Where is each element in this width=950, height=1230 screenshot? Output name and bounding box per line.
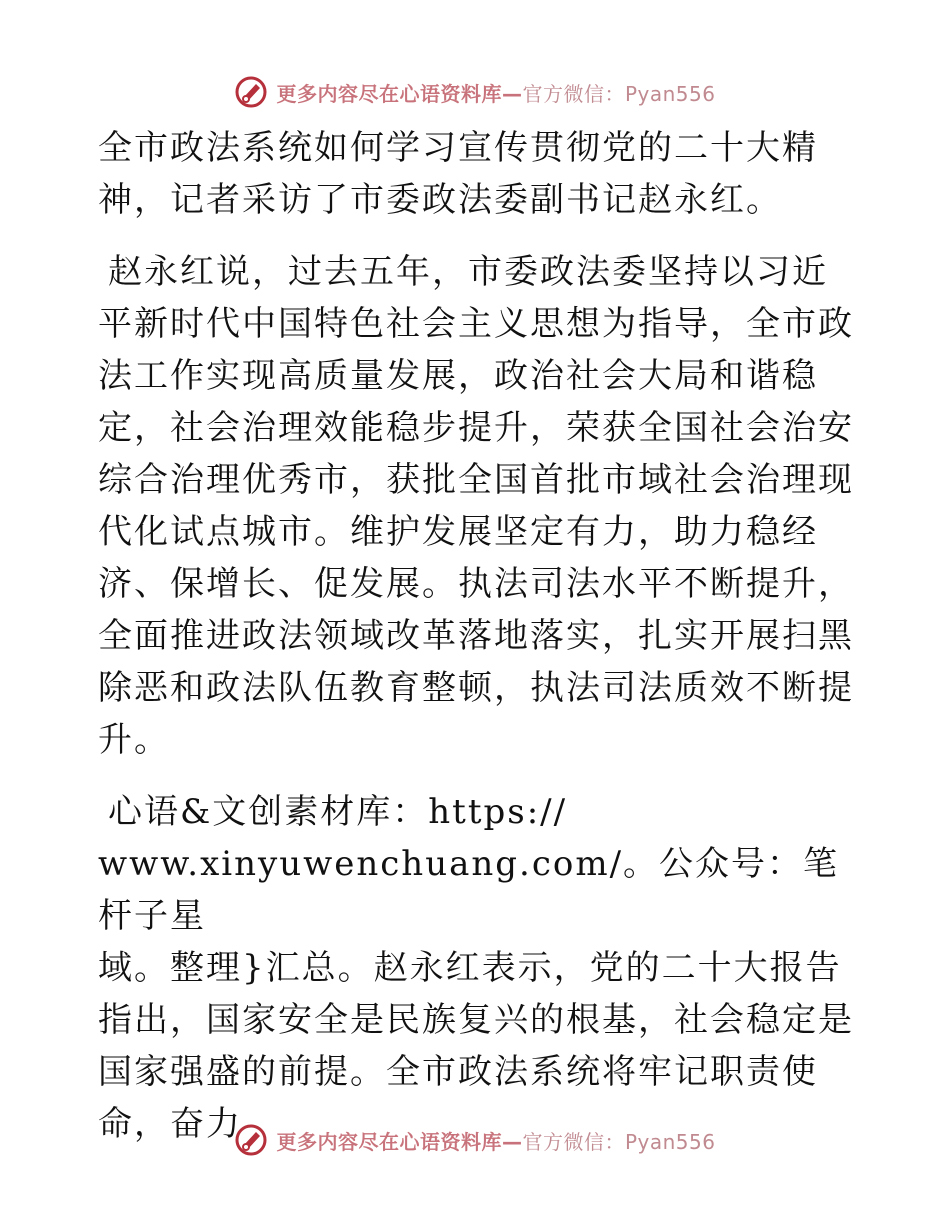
banner-separator: — — [501, 81, 523, 106]
banner-contact: 官方微信：Pyan556 — [522, 1129, 716, 1154]
source-note-line-2: www.xinyuwenchuang.com/。公众号：笔杆子星 — [98, 844, 840, 936]
banner-text — [276, 78, 715, 107]
header-watermark-banner — [0, 72, 950, 112]
document-body — [98, 122, 858, 1150]
banner-separator: — — [501, 1129, 523, 1154]
banner-brand: 更多内容尽在心语资料库 — [276, 81, 502, 106]
paragraph-source-note — [98, 786, 858, 1150]
source-note-line-3: 域。整理}汇总。赵永红表示，党的二十大报告指出，国家安全是民族复兴的根基，社会稳定是国家强盛的前提。全市政法系统将牢记职责使命，奋力 — [98, 948, 854, 1144]
banner-text — [276, 1126, 715, 1155]
xinyu-logo-icon — [234, 75, 268, 109]
xinyu-logo-icon — [234, 1123, 268, 1157]
banner-contact: 官方微信：Pyan556 — [522, 81, 716, 106]
paragraph-zhao-statement: 赵永红说，过去五年，市委政法委坚持以习近平新时代中国特色社会主义思想为指导，全市政法工作实现高质量发展，政治社会大局和谐稳定，社会治理效能稳步提升，荣获全国社会治安综合治理优秀市，获批全国首批市域社会治理现代化试点城市。维护发展坚定有力，助力稳经济、保增长、促发展。执法司法水平不断提升，全面推进政法领域改革落地落实，扎实开展扫黑除恶和政法队伍教育整顿，执法司法质效不断提升。 — [98, 252, 854, 760]
source-note-line-1: 心语&文创素材库：https:// — [108, 792, 568, 832]
paragraph-intro: 全市政法系统如何学习宣传贯彻党的二十大精神，记者采访了市委政法委副书记赵永红。 — [98, 128, 818, 220]
banner-brand: 更多内容尽在心语资料库 — [276, 1129, 502, 1154]
footer-watermark-banner — [0, 1120, 950, 1160]
